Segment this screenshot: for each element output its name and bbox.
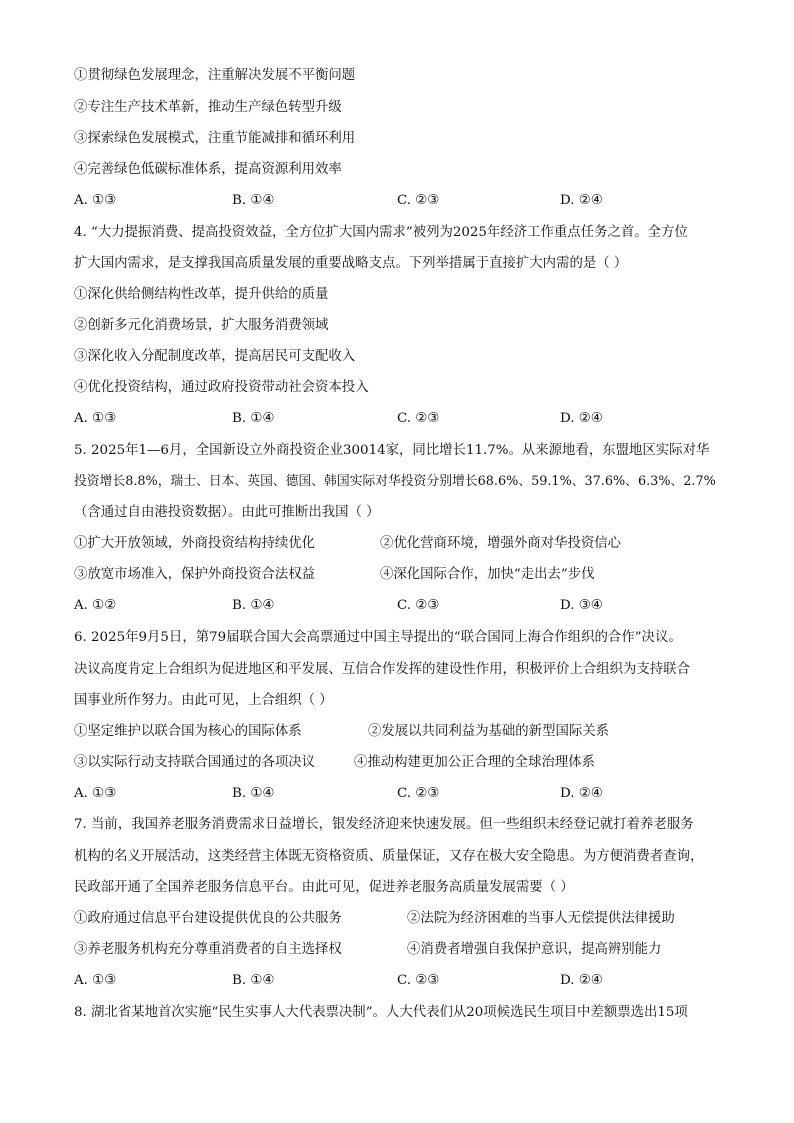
q5-stem-line-2: 投资增长8.8%，瑞士、日本、英国、德国、韩国实际对华投资分别增长68.6%、59.1%、37.6%、6.3%、2.7% [74, 474, 716, 489]
q3-option-d: D. ②④ [560, 193, 603, 208]
q3-option-c: C. ②③ [397, 193, 440, 208]
q5-stem-line-3: （含通过自由港投资数据）。由此可推断出我国（ ） [74, 505, 380, 520]
q4-stem-line-1: 4. “大力提振消费、提高投资效益，全方位扩大国内需求”被列为2025年经济工作重点任务之首。全方位 [74, 225, 688, 240]
q5-option-c: C. ②③ [397, 598, 440, 613]
q6-option-b: B. ①④ [232, 786, 275, 801]
q5-option-a: A. ①② [74, 598, 117, 613]
q4-option-a: A. ①③ [74, 411, 117, 426]
q5-option-b: B. ①④ [232, 598, 275, 613]
q6-statement-3: ③以实际行动支持联合国通过的各项决议 [74, 755, 316, 770]
q7-option-c: C. ②③ [397, 973, 440, 988]
q3-statement-2: ②专注生产技术革新，推动生产绿色转型升级 [74, 100, 342, 115]
q7-stem-line-3: 民政部开通了全国养老服务信息平台。由此可见，促进养老服务高质量发展需要（ ） [74, 880, 574, 895]
q7-option-d: D. ②④ [560, 973, 603, 988]
q3-option-b: B. ①④ [232, 193, 275, 208]
q6-statement-2: ②发展以共同利益为基础的新型国际关系 [368, 724, 610, 739]
q7-statement-2: ②法院为经济困难的当事人无偿提供法律援助 [407, 911, 675, 926]
q7-option-a: A. ①③ [74, 973, 117, 988]
q5-option-d: D. ③④ [560, 598, 603, 613]
q6-option-a: A. ①③ [74, 786, 117, 801]
q5-statement-1: ①扩大开放领域，外商投资结构持续优化 [74, 536, 316, 551]
q4-statement-2: ②创新多元化消费场景，扩大服务消费领域 [74, 318, 329, 333]
q6-statement-1: ①坚定维护以联合国为核心的国际体系 [74, 724, 302, 739]
q7-statement-3: ③养老服务机构充分尊重消费者的自主选择权 [74, 942, 342, 957]
q3-statement-3: ③探索绿色发展模式，注重节能减排和循环利用 [74, 131, 356, 146]
q7-stem-line-2: 机构的名义开展活动，这类经营主体既无资格资质、质量保证，又存在极大安全隐患。为方便消费者查询， [74, 849, 704, 864]
q8-stem-line-1: 8. 湖北省某地首次实施“民生实事人大代表票决制”。人大代表们从20项候选民生项目中差额票选出15项 [74, 1005, 688, 1020]
q4-option-c: C. ②③ [397, 411, 440, 426]
q5-stem-line-1: 5. 2025年1—6月，全国新设立外商投资企业30014家，同比增长11.7%。从来源地看，东盟地区实际对华 [74, 443, 710, 458]
q5-statement-4: ④深化国际合作，加快“走出去”步伐 [380, 567, 595, 582]
q6-statement-4: ④推动构建更加公正合理的全球治理体系 [354, 755, 596, 770]
q4-stem-line-2: 扩大国内需求，是支撑我国高质量发展的重要战略支点。下列举措属于直接扩大内需的是（ ） [74, 256, 628, 271]
q7-stem-line-1: 7. 当前，我国养老服务消费需求日益增长，银发经济迎来快速发展。但一些组织未经登记就打着养老服务 [74, 817, 694, 832]
q5-statement-2: ②优化营商环境，增强外商对华投资信心 [380, 536, 622, 551]
q6-stem-line-3: 国事业所作努力。由此可见，上合组织（ ） [74, 693, 333, 708]
q4-statement-1: ①深化供给侧结构性改革，提升供给的质量 [74, 287, 329, 302]
q5-statement-3: ③放宽市场准入，保护外商投资合法权益 [74, 567, 316, 582]
q3-option-a: A. ①③ [74, 193, 117, 208]
q4-statement-4: ④优化投资结构，通过政府投资带动社会资本投入 [74, 380, 369, 395]
q6-stem-line-1: 6. 2025年9月5日，第79届联合国大会高票通过中国主导提出的“联合国同上海合作组织的合作”决议。 [74, 630, 682, 645]
q6-option-c: C. ②③ [397, 786, 440, 801]
q7-option-b: B. ①④ [232, 973, 275, 988]
q6-stem-line-2: 决议高度肯定上合组织为促进地区和平发展、互信合作发挥的建设性作用，积极评价上合组织为支持联合 [74, 662, 690, 677]
q3-statement-1: ①贯彻绿色发展理念，注重解决发展不平衡问题 [74, 68, 356, 83]
q4-option-d: D. ②④ [560, 411, 603, 426]
q6-option-d: D. ②④ [560, 786, 603, 801]
q4-option-b: B. ①④ [232, 411, 275, 426]
q7-statement-4: ④消费者增强自我保护意识，提高辨别能力 [407, 942, 662, 957]
q3-statement-4: ④完善绿色低碳标准体系，提高资源利用效率 [74, 162, 342, 177]
q4-statement-3: ③深化收入分配制度改革，提高居民可支配收入 [74, 349, 356, 364]
q7-statement-1: ①政府通过信息平台建设提供优良的公共服务 [74, 911, 342, 926]
